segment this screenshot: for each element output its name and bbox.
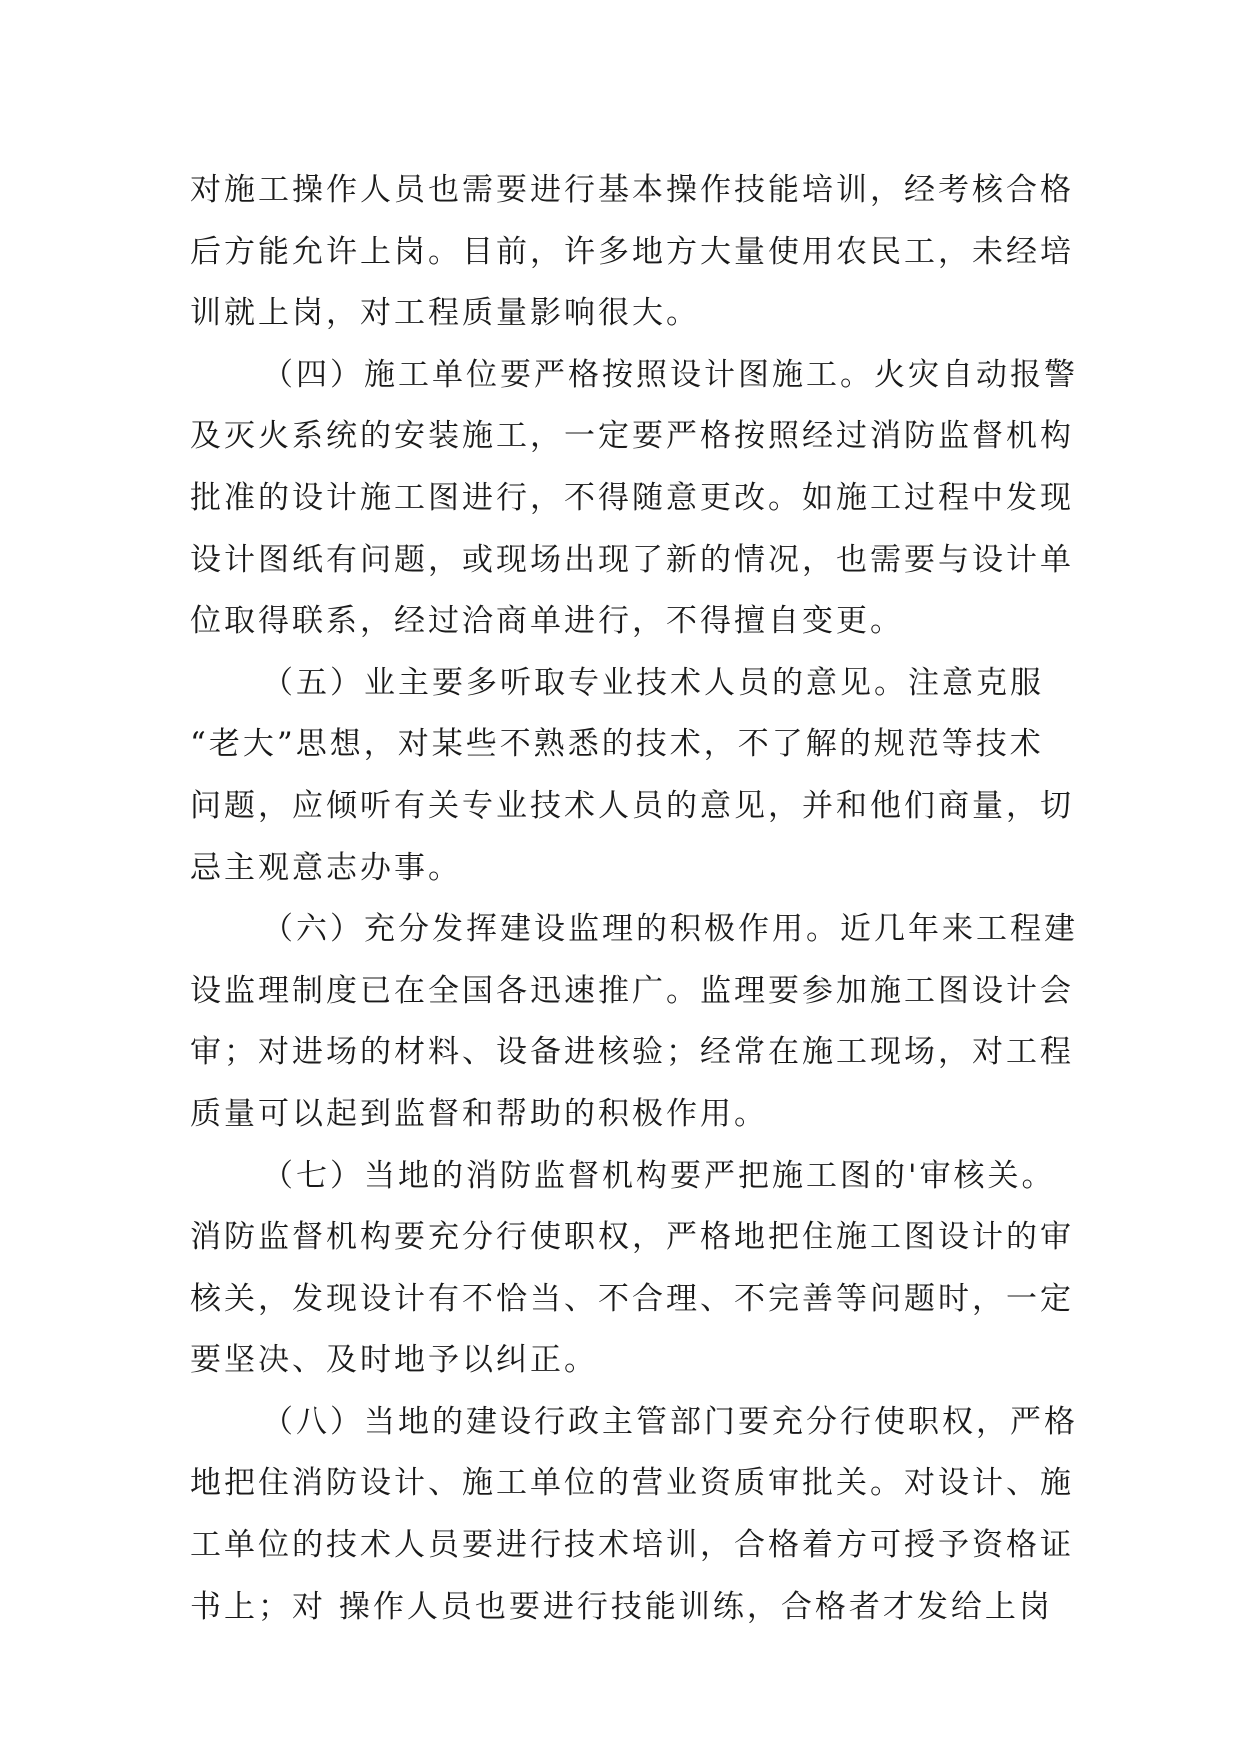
text-line: 工单位的技术人员要进行技术培训，合格着方可授予资格证 xyxy=(190,1527,1074,1564)
text-line: 批准的设计施工图进行，不得随意更改。如施工过程中发现 xyxy=(190,479,1074,516)
text-line: 要坚决、及时地予以纠正。 xyxy=(190,1342,598,1379)
text-line: 设监理制度已在全国各迅速推广。监理要参加施工图设计会 xyxy=(190,972,1074,1009)
text-line: （五）业主要多听取专业技术人员的意见。注意克服 xyxy=(262,664,1044,701)
text-line: 质量可以起到监督和帮助的积极作用。 xyxy=(190,1095,768,1132)
text-line: （七）当地的消防监督机构要严把施工图的'审核关。 xyxy=(262,1157,1056,1194)
text-line: 对施工操作人员也需要进行基本操作技能培训，经考核合格 xyxy=(190,172,1074,208)
text-line: （八）当地的建设行政主管部门要充分行使职权，严格 xyxy=(262,1403,1078,1440)
text-line: 及灭火系统的安装施工，一定要严格按照经过消防监督机构 xyxy=(190,418,1074,455)
text-line: “老大”思想，对某些不熟悉的技术，不了解的规范等技术 xyxy=(190,726,1044,763)
text-line: 核关，发现设计有不恰当、不合理、不完善等问题时，一定 xyxy=(190,1280,1074,1317)
text-line: 问题，应倾听有关专业技术人员的意见，并和他们商量，切 xyxy=(190,787,1074,824)
text-line: 消防监督机构要充分行使职权，严格地把住施工图设计的审 xyxy=(190,1219,1074,1256)
text-line: （六）充分发挥建设监理的积极作用。近几年来工程建 xyxy=(262,911,1078,948)
text-line: （四）施工单位要严格按照设计图施工。火灾自动报警 xyxy=(262,356,1078,393)
text-line: 位取得联系，经过洽商单进行，不得擅自变更。 xyxy=(190,603,904,640)
text-line: 设计图纸有问题，或现场出现了新的情况，也需要与设计单 xyxy=(190,541,1074,578)
body-text xyxy=(190,160,1078,1638)
text-line: 训就上岗，对工程质量影响很大。 xyxy=(190,295,700,332)
text-line: 地把住消防设计、施工单位的营业资质审批关。对设计、施 xyxy=(190,1465,1074,1502)
text-line: 书上；对 操作人员也要进行技能训练，合格者才发给上岗 xyxy=(190,1588,1053,1625)
text-line: 审；对进场的材料、设备进核验；经常在施工现场，对工程 xyxy=(190,1034,1074,1071)
text-line: 忌主观意志办事。 xyxy=(190,849,462,886)
text-line: 后方能允许上岗。目前，许多地方大量使用农民工，未经培 xyxy=(190,233,1074,270)
